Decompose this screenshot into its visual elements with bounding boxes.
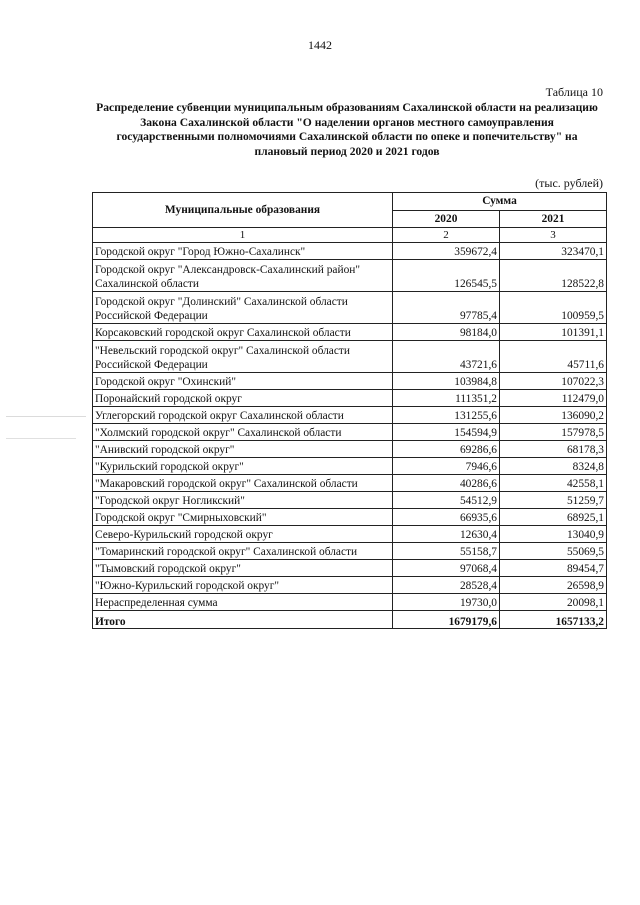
table-row: [93, 373, 607, 390]
header-year-2021: 2021: [500, 210, 607, 228]
municipality-name: Городской округ "Александровск-Сахалинский район" Сахалинской области: [93, 260, 393, 292]
value-2020: 98184,0: [393, 324, 500, 341]
table-row: [93, 341, 607, 373]
value-2021: 45711,6: [500, 341, 607, 373]
municipality-name: Городской округ "Смирныховский": [93, 509, 393, 526]
value-2021: 55069,5: [500, 543, 607, 560]
column-index-2: 2: [393, 228, 500, 243]
value-2021: 89454,7: [500, 560, 607, 577]
total-label: Итого: [93, 611, 393, 629]
municipality-name: Городской округ "Охинский": [93, 373, 393, 390]
value-2021: 128522,8: [500, 260, 607, 292]
table-row: [93, 526, 607, 543]
units-label: (тыс. рублей): [535, 176, 603, 190]
header-year-2020: 2020: [393, 210, 500, 228]
municipality-name: Углегорский городской округ Сахалинской области: [93, 407, 393, 424]
value-2021: 68178,3: [500, 441, 607, 458]
scan-artifact: [6, 438, 76, 439]
subvention-table: [92, 192, 607, 629]
municipality-name: "Томаринский городской округ" Сахалинской области: [93, 543, 393, 560]
document-title: Распределение субвенции муниципальным образованиям Сахалинской области на реализацию Закона Сахалинской области "О наделении органов местного самоуправления государственными полномочиями Сахалинской области по опеке и попечительству" на плановый период 2020 и 2021 годов: [96, 101, 598, 158]
value-2020: 43721,6: [393, 341, 500, 373]
municipality-name: Нераспределенная сумма: [93, 594, 393, 611]
table-row: [93, 292, 607, 324]
table-row: [93, 260, 607, 292]
municipality-name: "Невельский городской округ" Сахалинской области Российской Федерации: [93, 341, 393, 373]
value-2020: 154594,9: [393, 424, 500, 441]
value-2020: 97785,4: [393, 292, 500, 324]
table-row: [93, 390, 607, 407]
table-row: [93, 492, 607, 509]
total-row: [93, 611, 607, 629]
municipality-name: "Анивский городской округ": [93, 441, 393, 458]
column-index-1: 1: [93, 228, 393, 243]
scan-artifact: [6, 416, 86, 417]
value-2021: 8324,8: [500, 458, 607, 475]
value-2021: 323470,1: [500, 243, 607, 260]
value-2021: 112479,0: [500, 390, 607, 407]
municipality-name: "Тымовский городской округ": [93, 560, 393, 577]
value-2021: 100959,5: [500, 292, 607, 324]
value-2020: 54512,9: [393, 492, 500, 509]
municipality-name: "Южно-Курильский городской округ": [93, 577, 393, 594]
value-2020: 69286,6: [393, 441, 500, 458]
value-2020: 103984,8: [393, 373, 500, 390]
value-2021: 13040,9: [500, 526, 607, 543]
value-2021: 42558,1: [500, 475, 607, 492]
municipality-name: Городской округ "Долинский" Сахалинской области Российской Федерации: [93, 292, 393, 324]
value-2020: 97068,4: [393, 560, 500, 577]
table-row: [93, 475, 607, 492]
value-2021: 20098,1: [500, 594, 607, 611]
table-row: [93, 243, 607, 260]
page-number: 1442: [308, 38, 332, 52]
municipality-name: Корсаковский городской округ Сахалинской области: [93, 324, 393, 341]
header-municipalities: Муниципальные образования: [93, 193, 393, 228]
value-2021: 26598,9: [500, 577, 607, 594]
header-sum: Сумма: [393, 193, 607, 211]
table-row: [93, 407, 607, 424]
municipality-name: "Курильский городской округ": [93, 458, 393, 475]
value-2020: 28528,4: [393, 577, 500, 594]
column-index-3: 3: [500, 228, 607, 243]
value-2020: 126545,5: [393, 260, 500, 292]
table-row: [93, 594, 607, 611]
municipality-name: "Макаровский городской округ" Сахалинской области: [93, 475, 393, 492]
value-2021: 157978,5: [500, 424, 607, 441]
value-2020: 66935,6: [393, 509, 500, 526]
value-2021: 51259,7: [500, 492, 607, 509]
value-2020: 12630,4: [393, 526, 500, 543]
total-2020: 1679179,6: [393, 611, 500, 629]
table-row: [93, 577, 607, 594]
municipality-name: Северо-Курильский городской округ: [93, 526, 393, 543]
value-2021: 136090,2: [500, 407, 607, 424]
value-2020: 19730,0: [393, 594, 500, 611]
municipality-name: Городской округ "Город Южно-Сахалинск": [93, 243, 393, 260]
value-2020: 359672,4: [393, 243, 500, 260]
value-2020: 55158,7: [393, 543, 500, 560]
table-row: [93, 509, 607, 526]
value-2021: 101391,1: [500, 324, 607, 341]
table-row: [93, 560, 607, 577]
table-row: [93, 424, 607, 441]
municipality-name: "Холмский городской округ" Сахалинской области: [93, 424, 393, 441]
value-2020: 131255,6: [393, 407, 500, 424]
table-row: [93, 324, 607, 341]
municipality-name: Поронайский городской округ: [93, 390, 393, 407]
total-2021: 1657133,2: [500, 611, 607, 629]
table-row: [93, 458, 607, 475]
table-row: [93, 441, 607, 458]
value-2020: 40286,6: [393, 475, 500, 492]
table-label: Таблица 10: [545, 85, 603, 99]
value-2020: 7946,6: [393, 458, 500, 475]
municipality-name: "Городской округ Ногликский": [93, 492, 393, 509]
table-row: [93, 543, 607, 560]
table-body: [93, 243, 607, 611]
value-2021: 68925,1: [500, 509, 607, 526]
value-2020: 111351,2: [393, 390, 500, 407]
value-2021: 107022,3: [500, 373, 607, 390]
